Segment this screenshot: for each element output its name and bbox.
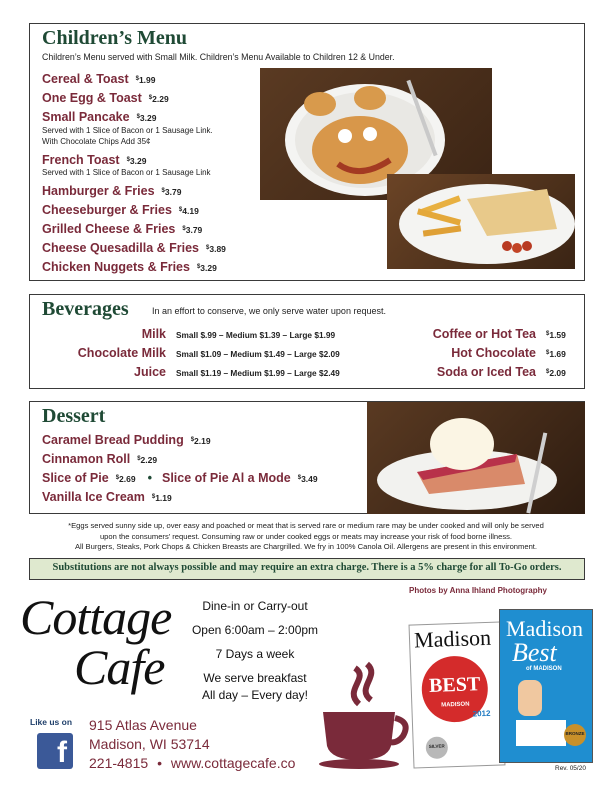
contact-separator: • <box>157 755 162 771</box>
childrens-menu-subtitle: Children’s Menu served with Small Milk. Children’s Menu Available to Children 12 & Under. <box>42 52 395 62</box>
magazine-right-card <box>516 720 566 746</box>
magazine-right <box>499 609 593 763</box>
magazine-left-year: 2012 <box>472 708 491 719</box>
info-block <box>180 598 330 704</box>
magazine-right-best: Best <box>512 638 557 667</box>
disclaimer-line-3: All Burgers, Steaks, Pork Chops & Chicken Breasts are Chargrilled. We fry in 100% Canola Oil. Allergens are present in this environment. <box>74 542 538 551</box>
info-hours: Open 6:00am – 2:00pm <box>191 623 319 637</box>
disclaimer-line-2: upon the consumers’ request. Consuming raw or under cooked eggs or meats may increase your risk of food borne illness. <box>99 531 513 541</box>
menu-item-one-egg-toast: One Egg & Toast $2.29 <box>42 91 169 105</box>
menu-item-french-toast: French Toast $3.29 <box>42 153 147 167</box>
beverage-soda-price: $2.09 <box>546 368 566 378</box>
dessert-cinnamon-roll: Cinnamon Roll $2.29 <box>42 452 158 466</box>
phone-number: 221-4815 <box>89 755 149 771</box>
disclaimer <box>22 521 590 553</box>
magazine-left-of: MADISON <box>441 701 470 709</box>
website-link[interactable]: www.cottagecafe.co <box>170 755 296 771</box>
dessert-vanilla-ice-cream: Vanilla Ice Cream $1.19 <box>42 490 172 504</box>
beverage-hot-chocolate: Hot Chocolate <box>451 346 536 360</box>
beverage-juice: Juice <box>134 365 166 379</box>
info-all-day: All day – Every day! <box>201 688 309 702</box>
coffee-cup-icon <box>315 660 411 772</box>
magazine-right-thumb-icon <box>518 680 542 716</box>
beverage-chocolate-milk-sizes: Small $1.09 – Medium $1.49 – Large $2.09 <box>176 349 340 359</box>
cottage-cafe-logo <box>16 588 186 708</box>
magazine-right-of: of MADISON <box>526 666 562 672</box>
pie-ala-mode-illustration <box>367 402 585 514</box>
dessert-bullet: • <box>147 471 152 485</box>
beverage-chocolate-milk: Chocolate Milk <box>77 346 166 360</box>
menu-item-chicken-nuggets-fries: Chicken Nuggets & Fries $3.29 <box>42 260 217 274</box>
menu-item-small-pancake: Small Pancake $3.29 <box>42 110 157 124</box>
photo-credit: Photos by Anna Ihland Photography <box>409 586 547 595</box>
magazine-left-best: BEST <box>428 673 481 697</box>
like-us-label: Like us on <box>30 717 73 727</box>
menu-item-cheese-quesadilla-fries: Cheese Quesadilla & Fries $3.89 <box>42 241 226 255</box>
beverage-coffee-hot-tea: Coffee or Hot Tea <box>432 327 536 341</box>
small-pancake-note-2: With Chocolate Chips Add 35¢ <box>42 137 151 146</box>
quesadilla-plate-illustration <box>387 174 575 269</box>
beverages-subtitle: In an effort to conserve, we only serve water upon request. <box>152 306 386 316</box>
menu-item-cereal-toast: Cereal & Toast $1.99 <box>42 72 156 86</box>
pie-photo <box>367 402 585 514</box>
address-line-2: Madison, WI 53714 <box>89 736 210 752</box>
magazine-bronze-label: BRONZE <box>565 731 585 736</box>
magazine-silver-label: SILVER <box>428 743 445 750</box>
small-pancake-note-1: Served with 1 Slice of Bacon or 1 Sausage Link. <box>42 126 213 135</box>
dessert-title: Dessert <box>42 405 106 427</box>
logo-word-cottage: Cottage <box>20 589 172 645</box>
quesadilla-photo <box>387 174 575 269</box>
beverage-milk: Milk <box>141 327 166 341</box>
menu-item-cheeseburger-fries: Cheeseburger & Fries $4.19 <box>42 203 199 217</box>
address-line-1: 915 Atlas Avenue <box>89 717 197 733</box>
beverage-milk-sizes: Small $.99 – Medium $1.39 – Large $1.99 <box>176 330 336 340</box>
facebook-icon[interactable]: f <box>37 733 73 769</box>
french-toast-note: Served with 1 Slice of Bacon or 1 Sausage Link <box>42 168 211 177</box>
beverage-soda-iced-tea: Soda or Iced Tea <box>436 365 536 379</box>
magazine-right-title: Madison <box>506 616 583 641</box>
info-dine-in: Dine-in or Carry-out <box>202 599 308 613</box>
dessert-caramel-bread-pudding: Caramel Bread Pudding $2.19 <box>42 433 211 447</box>
revision-label: Rev. 05/20 <box>555 765 586 772</box>
phone-and-website <box>89 755 295 771</box>
beverage-coffee-price: $1.59 <box>546 330 566 340</box>
beverage-hot-chocolate-price: $1.69 <box>546 349 566 359</box>
childrens-menu-title: Children’s Menu <box>42 27 188 49</box>
logo-word-cafe: Cafe <box>74 639 165 695</box>
magazine-left <box>409 621 506 768</box>
disclaimer-line-1: *Eggs served sunny side up, over easy and poached or meat that is served rare or medium rare may be under cooked and will only be served <box>68 521 544 530</box>
menu-item-hamburger-fries: Hamburger & Fries $3.79 <box>42 184 182 198</box>
beverages-title: Beverages <box>42 298 129 320</box>
menu-item-grilled-cheese-fries: Grilled Cheese & Fries $3.79 <box>42 222 203 236</box>
substitutions-text: Substitutions are not always possible and may require an extra charge. There is a 5% charge for all To-Go orders. <box>52 562 562 573</box>
beverage-juice-sizes: Small $1.19 – Medium $1.99 – Large $2.49 <box>176 368 340 378</box>
magazine-left-title: Madison <box>413 624 492 653</box>
dessert-slice-of-pie: Slice of Pie $2.69 • Slice of Pie Al a Mode $3.49 <box>42 471 318 485</box>
info-breakfast: We serve breakfast <box>203 671 307 685</box>
info-days: 7 Days a week <box>215 647 295 661</box>
